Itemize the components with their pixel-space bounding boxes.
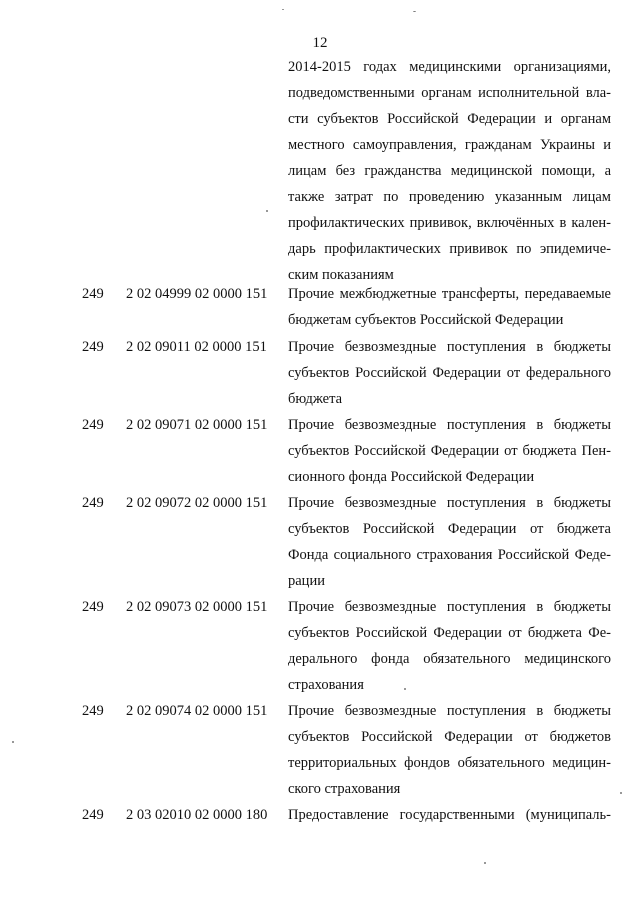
continuation-line: дарь профилактических прививок по эпидемиче- — [288, 241, 611, 257]
continuation-line: 2014-2015 годах медицинскими организациями, — [288, 59, 611, 75]
description-line: бюджета — [288, 391, 343, 407]
scan-speck — [282, 9, 284, 10]
revenue-description — [288, 594, 611, 698]
budget-classification-code: 2 02 09011 02 0000 151 — [126, 339, 267, 355]
description-line: дерального фонда обязательного медицинского — [288, 651, 611, 667]
continuation-text — [288, 54, 611, 288]
description-line: Прочие безвозмездные поступления в бюджеты — [288, 339, 611, 355]
description-line: Прочие межбюджетные трансферты, передаваемые — [288, 286, 611, 302]
revenue-description — [288, 412, 611, 490]
description-line: субъектов Российской Федерации от бюджета Фе- — [288, 625, 611, 641]
continuation-line: местного самоуправления, гражданам Украины и — [288, 137, 611, 153]
admin-code: 249 — [82, 417, 104, 433]
continuation-line: подведомственными органам исполнительной вла- — [288, 85, 611, 101]
admin-code: 249 — [82, 703, 104, 719]
scan-speck — [404, 688, 406, 690]
revenue-description — [288, 802, 611, 828]
scan-speck — [620, 792, 622, 794]
revenue-description — [288, 281, 611, 333]
revenue-description — [288, 334, 611, 412]
continuation-line: ским показаниям — [288, 267, 394, 283]
description-line: субъектов Российской Федерации от бюджета Пен- — [288, 443, 611, 459]
description-line: Прочие безвозмездные поступления в бюджеты — [288, 599, 611, 615]
description-line: сионного фонда Российской Федерации — [288, 469, 535, 485]
description-line: Предоставление государственными (муниципаль- — [288, 807, 611, 823]
scan-speck — [413, 11, 416, 12]
admin-code: 249 — [82, 807, 104, 823]
scan-speck — [12, 741, 14, 743]
revenue-description — [288, 490, 611, 594]
budget-classification-code: 2 03 02010 02 0000 180 — [126, 807, 268, 823]
description-line: субъектов Российской Федерации от федерального — [288, 365, 611, 381]
continuation-line: сти субъектов Российской Федерации и органам — [288, 111, 611, 127]
admin-code: 249 — [82, 339, 104, 355]
budget-classification-code: 2 02 09071 02 0000 151 — [126, 417, 268, 433]
scan-speck — [266, 210, 268, 212]
budget-classification-code: 2 02 09072 02 0000 151 — [126, 495, 268, 511]
page-number: 12 — [312, 35, 328, 51]
description-line: ского страхования — [288, 781, 401, 797]
description-line: Прочие безвозмездные поступления в бюджеты — [288, 417, 611, 433]
description-line: субъектов Российской Федерации от бюджета — [288, 521, 611, 537]
scan-speck — [484, 862, 486, 864]
description-line: субъектов Российской Федерации от бюджетов — [288, 729, 611, 745]
admin-code: 249 — [82, 495, 104, 511]
admin-code: 249 — [82, 286, 104, 302]
description-line: Прочие безвозмездные поступления в бюджеты — [288, 495, 611, 511]
description-line: страхования — [288, 677, 364, 693]
description-line: рации — [288, 573, 325, 589]
description-line: территориальных фондов обязательного медицин- — [288, 755, 611, 771]
admin-code: 249 — [82, 599, 104, 615]
continuation-line: лицам без гражданства медицинской помощи, а — [288, 163, 611, 179]
budget-classification-code: 2 02 04999 02 0000 151 — [126, 286, 268, 302]
description-line: Фонда социального страхования Российской Феде- — [288, 547, 611, 563]
continuation-line: профилактических прививок, включённых в кален- — [288, 215, 611, 231]
description-line: бюджетам субъектов Российской Федерации — [288, 312, 564, 328]
budget-classification-code: 2 02 09073 02 0000 151 — [126, 599, 268, 615]
budget-classification-code: 2 02 09074 02 0000 151 — [126, 703, 268, 719]
continuation-line: также затрат по проведению указанным лицам — [288, 189, 611, 205]
revenue-description — [288, 698, 611, 802]
description-line: Прочие безвозмездные поступления в бюджеты — [288, 703, 611, 719]
